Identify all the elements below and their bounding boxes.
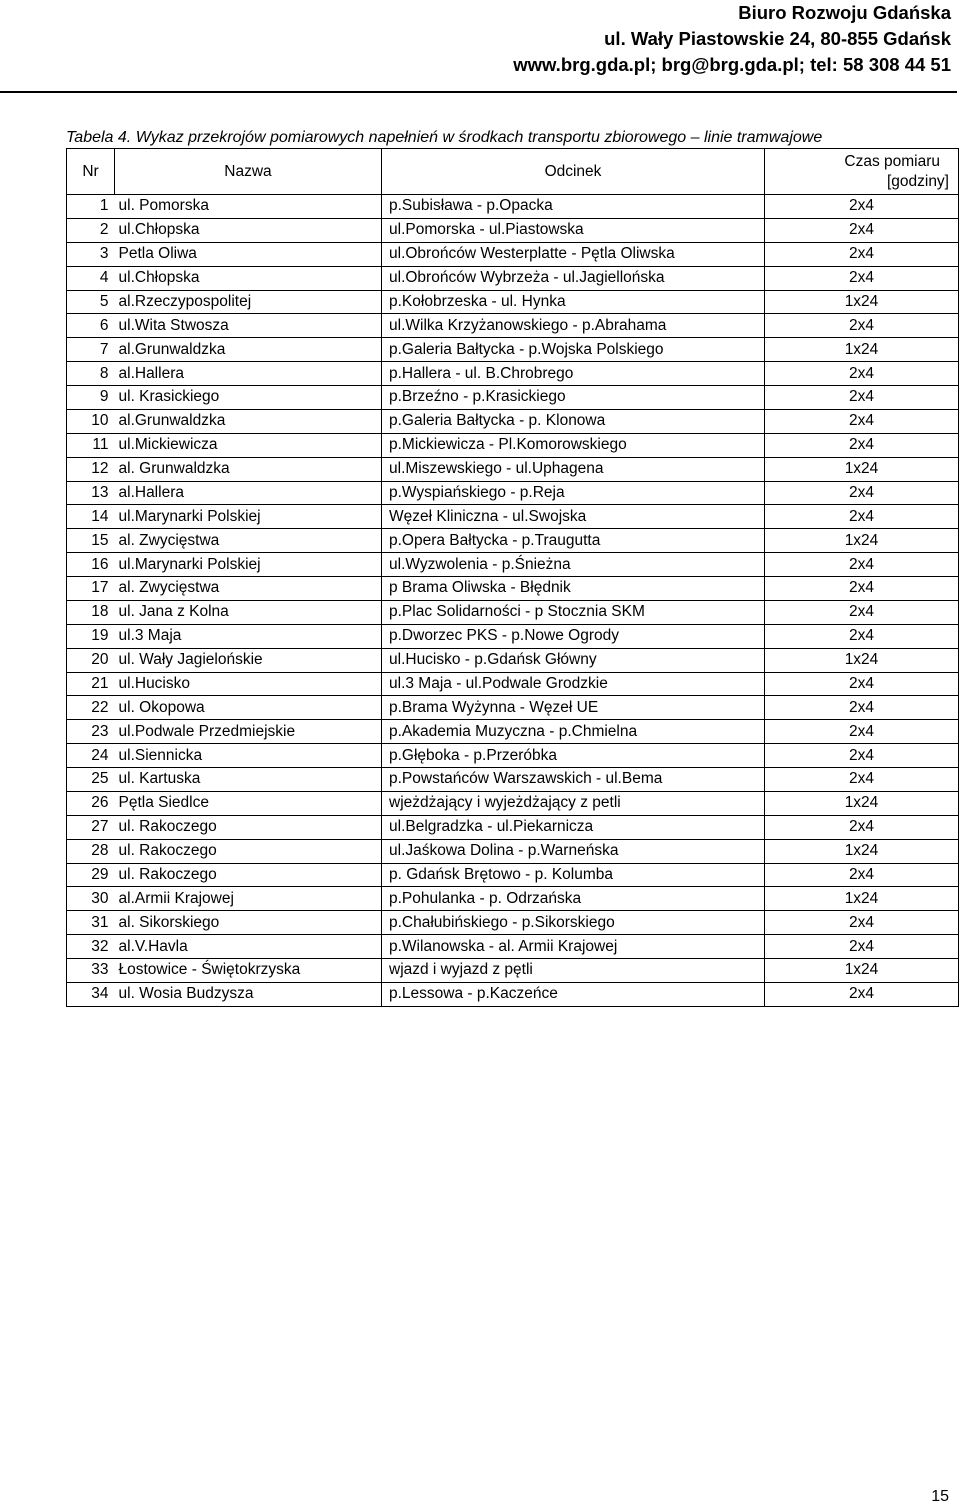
cell-time: 1x24 xyxy=(765,887,959,911)
header-divider xyxy=(0,91,957,93)
table-row xyxy=(67,911,959,935)
cell-name: ul.Podwale Przedmiejskie xyxy=(115,720,382,744)
page-number: 15 xyxy=(931,1488,949,1505)
cell-name: ul.Mickiewicza xyxy=(115,433,382,457)
table-row xyxy=(67,553,959,577)
cell-time: 2x4 xyxy=(765,195,959,219)
cell-name: ul. Pomorska xyxy=(115,195,382,219)
table-caption: Tabela 4. Wykaz przekrojów pomiarowych napełnień w środkach transportu zbiorowego – linie tramwajowe xyxy=(66,129,823,146)
cell-nr: 4 xyxy=(67,266,115,290)
table-row xyxy=(67,815,959,839)
column-header-time-line1: Czas pomiaru xyxy=(844,152,940,170)
cell-name: al.Hallera xyxy=(115,481,382,505)
cell-time: 2x4 xyxy=(765,982,959,1006)
cell-segment: p.Dworzec PKS - p.Nowe Ogrody xyxy=(382,624,765,648)
table-row xyxy=(67,195,959,219)
cell-nr: 23 xyxy=(67,720,115,744)
cell-segment: p.Wilanowska - al. Armii Krajowej xyxy=(382,935,765,959)
cell-name: al.Rzeczypospolitej xyxy=(115,290,382,314)
cell-time: 2x4 xyxy=(765,314,959,338)
table-row xyxy=(67,624,959,648)
cell-nr: 29 xyxy=(67,863,115,887)
cell-time: 2x4 xyxy=(765,720,959,744)
table-row xyxy=(67,887,959,911)
cell-segment: wjazd i wyjazd z pętli xyxy=(382,959,765,983)
cell-segment: p Brama Oliwska - Błędnik xyxy=(382,577,765,601)
cell-nr: 9 xyxy=(67,386,115,410)
cell-time: 2x4 xyxy=(765,577,959,601)
cell-time: 1x24 xyxy=(765,457,959,481)
cell-segment: ul.Wyzwolenia - p.Śnieżna xyxy=(382,553,765,577)
cell-segment: Węzeł Kliniczna - ul.Swojska xyxy=(382,505,765,529)
cell-name: ul.Chłopska xyxy=(115,266,382,290)
cell-nr: 13 xyxy=(67,481,115,505)
cell-name: ul.Hucisko xyxy=(115,672,382,696)
table-row xyxy=(67,266,959,290)
table-row xyxy=(67,935,959,959)
cell-segment: p.Chałubińskiego - p.Sikorskiego xyxy=(382,911,765,935)
cell-name: ul.Marynarki Polskiej xyxy=(115,553,382,577)
table-row xyxy=(67,338,959,362)
table-row xyxy=(67,648,959,672)
cell-segment: p.Głęboka - p.Przeróbka xyxy=(382,744,765,768)
cell-time: 2x4 xyxy=(765,266,959,290)
table-row xyxy=(67,242,959,266)
cell-time: 2x4 xyxy=(765,672,959,696)
cell-time: 2x4 xyxy=(765,696,959,720)
cell-segment: p.Brama Wyżynna - Węzeł UE xyxy=(382,696,765,720)
cell-time: 2x4 xyxy=(765,768,959,792)
cell-nr: 34 xyxy=(67,982,115,1006)
table-row xyxy=(67,744,959,768)
cell-nr: 3 xyxy=(67,242,115,266)
table-row xyxy=(67,768,959,792)
cell-nr: 16 xyxy=(67,553,115,577)
cell-segment: p.Pohulanka - p. Odrzańska xyxy=(382,887,765,911)
cell-segment: p.Opera Bałtycka - p.Traugutta xyxy=(382,529,765,553)
cell-segment: p.Subisława - p.Opacka xyxy=(382,195,765,219)
cell-time: 1x24 xyxy=(765,338,959,362)
column-header-name: Nazwa xyxy=(115,149,382,195)
table-row xyxy=(67,672,959,696)
cell-time: 1x24 xyxy=(765,529,959,553)
cell-nr: 1 xyxy=(67,195,115,219)
cell-time: 2x4 xyxy=(765,553,959,577)
cell-nr: 15 xyxy=(67,529,115,553)
column-header-time xyxy=(765,149,959,195)
cell-segment: ul.3 Maja - ul.Podwale Grodzkie xyxy=(382,672,765,696)
cell-nr: 32 xyxy=(67,935,115,959)
cell-time: 1x24 xyxy=(765,290,959,314)
cell-nr: 33 xyxy=(67,959,115,983)
cell-nr: 6 xyxy=(67,314,115,338)
cell-name: al. Zwycięstwa xyxy=(115,577,382,601)
cell-nr: 10 xyxy=(67,409,115,433)
cell-time: 2x4 xyxy=(765,386,959,410)
cell-segment: p.Akademia Muzyczna - p.Chmielna xyxy=(382,720,765,744)
cell-name: ul.Marynarki Polskiej xyxy=(115,505,382,529)
org-name: Biuro Rozwoju Gdańska xyxy=(738,2,951,23)
org-address: ul. Wały Piastowskie 24, 80-855 Gdańsk xyxy=(604,28,951,49)
cell-nr: 18 xyxy=(67,600,115,624)
cell-time: 2x4 xyxy=(765,505,959,529)
cell-segment: ul.Wilka Krzyżanowskiego - p.Abrahama xyxy=(382,314,765,338)
table-header-row xyxy=(67,149,959,195)
column-header-segment: Odcinek xyxy=(382,149,765,195)
cell-segment: p.Galeria Bałtycka - p. Klonowa xyxy=(382,409,765,433)
column-header-time-line2: [godziny] xyxy=(886,172,949,190)
cell-name: al.V.Havla xyxy=(115,935,382,959)
cell-segment: p.Brzeźno - p.Krasickiego xyxy=(382,386,765,410)
cell-time: 1x24 xyxy=(765,648,959,672)
table-row xyxy=(67,218,959,242)
cell-name: ul. Kartuska xyxy=(115,768,382,792)
cell-name: ul. Jana z Kolna xyxy=(115,600,382,624)
cell-time: 2x4 xyxy=(765,481,959,505)
table-body xyxy=(67,195,959,1007)
cell-nr: 30 xyxy=(67,887,115,911)
cell-name: ul. Okopowa xyxy=(115,696,382,720)
cell-segment: p.Wyspiańskiego - p.Reja xyxy=(382,481,765,505)
table-row xyxy=(67,839,959,863)
table-row xyxy=(67,577,959,601)
cell-time: 1x24 xyxy=(765,959,959,983)
cell-nr: 12 xyxy=(67,457,115,481)
cell-time: 2x4 xyxy=(765,218,959,242)
cell-nr: 20 xyxy=(67,648,115,672)
cell-time: 2x4 xyxy=(765,600,959,624)
cell-name: ul. Wosia Budzysza xyxy=(115,982,382,1006)
cell-time: 2x4 xyxy=(765,935,959,959)
cell-nr: 24 xyxy=(67,744,115,768)
cell-segment: p.Lessowa - p.Kaczeńce xyxy=(382,982,765,1006)
table-row xyxy=(67,696,959,720)
table-row xyxy=(67,409,959,433)
cell-nr: 19 xyxy=(67,624,115,648)
cell-time: 2x4 xyxy=(765,242,959,266)
cell-name: al. Grunwaldzka xyxy=(115,457,382,481)
cell-segment: ul.Miszewskiego - ul.Uphagena xyxy=(382,457,765,481)
cell-name: ul.Siennicka xyxy=(115,744,382,768)
cell-nr: 8 xyxy=(67,362,115,386)
cell-name: Petla Oliwa xyxy=(115,242,382,266)
cell-segment: p.Mickiewicza - Pl.Komorowskiego xyxy=(382,433,765,457)
cell-name: ul. Rakoczego xyxy=(115,815,382,839)
table-row xyxy=(67,959,959,983)
cell-time: 2x4 xyxy=(765,409,959,433)
table-row xyxy=(67,982,959,1006)
cell-name: ul. Krasickiego xyxy=(115,386,382,410)
cell-segment: ul.Jaśkowa Dolina - p.Warneńska xyxy=(382,839,765,863)
cell-segment: ul.Hucisko - p.Gdańsk Główny xyxy=(382,648,765,672)
cell-nr: 31 xyxy=(67,911,115,935)
org-contact: www.brg.gda.pl; brg@brg.gda.pl; tel: 58 308 44 51 xyxy=(513,54,951,75)
cell-name: al.Grunwaldzka xyxy=(115,338,382,362)
cell-segment: ul.Obrońców Wybrzeża - ul.Jagiellońska xyxy=(382,266,765,290)
table-row xyxy=(67,863,959,887)
cell-name: al. Zwycięstwa xyxy=(115,529,382,553)
table-row xyxy=(67,481,959,505)
cell-time: 2x4 xyxy=(765,624,959,648)
table-row xyxy=(67,433,959,457)
cell-segment: p.Galeria Bałtycka - p.Wojska Polskiego xyxy=(382,338,765,362)
column-header-nr: Nr xyxy=(67,149,115,195)
cell-time: 1x24 xyxy=(765,839,959,863)
cell-segment: p.Powstańców Warszawskich - ul.Bema xyxy=(382,768,765,792)
cell-nr: 28 xyxy=(67,839,115,863)
cell-time: 2x4 xyxy=(765,744,959,768)
cell-segment: ul.Pomorska - ul.Piastowska xyxy=(382,218,765,242)
cell-name: al. Sikorskiego xyxy=(115,911,382,935)
cell-name: Pętla Siedlce xyxy=(115,791,382,815)
cell-name: al.Grunwaldzka xyxy=(115,409,382,433)
cell-segment: ul.Belgradzka - ul.Piekarnicza xyxy=(382,815,765,839)
cell-time: 2x4 xyxy=(765,911,959,935)
cell-name: ul.Chłopska xyxy=(115,218,382,242)
cell-time: 2x4 xyxy=(765,863,959,887)
cell-name: ul. Rakoczego xyxy=(115,839,382,863)
organization-header xyxy=(513,0,951,78)
cell-nr: 2 xyxy=(67,218,115,242)
cell-nr: 14 xyxy=(67,505,115,529)
cell-nr: 17 xyxy=(67,577,115,601)
cell-name: ul. Wały Jagielońskie xyxy=(115,648,382,672)
measurement-sections-table xyxy=(66,148,959,1007)
cell-nr: 11 xyxy=(67,433,115,457)
table-row xyxy=(67,791,959,815)
cell-segment: p.Kołobrzeska - ul. Hynka xyxy=(382,290,765,314)
table-row xyxy=(67,290,959,314)
cell-time: 2x4 xyxy=(765,815,959,839)
cell-name: al.Hallera xyxy=(115,362,382,386)
cell-nr: 22 xyxy=(67,696,115,720)
cell-time: 2x4 xyxy=(765,362,959,386)
cell-name: ul.Wita Stwosza xyxy=(115,314,382,338)
table-row xyxy=(67,505,959,529)
cell-segment: p. Gdańsk Brętowo - p. Kolumba xyxy=(382,863,765,887)
cell-name: al.Armii Krajowej xyxy=(115,887,382,911)
cell-nr: 27 xyxy=(67,815,115,839)
table-row xyxy=(67,386,959,410)
cell-nr: 25 xyxy=(67,768,115,792)
cell-time: 2x4 xyxy=(765,433,959,457)
table-row xyxy=(67,720,959,744)
cell-segment: ul.Obrońców Westerplatte - Pętla Oliwska xyxy=(382,242,765,266)
cell-nr: 21 xyxy=(67,672,115,696)
table-row xyxy=(67,600,959,624)
cell-segment: wjeżdżający i wyjeżdżający z petli xyxy=(382,791,765,815)
cell-name: ul. Rakoczego xyxy=(115,863,382,887)
cell-time: 1x24 xyxy=(765,791,959,815)
cell-name: ul.3 Maja xyxy=(115,624,382,648)
cell-nr: 5 xyxy=(67,290,115,314)
table-row xyxy=(67,529,959,553)
cell-nr: 26 xyxy=(67,791,115,815)
table-row xyxy=(67,314,959,338)
table-row xyxy=(67,457,959,481)
cell-name: Łostowice - Świętokrzyska xyxy=(115,959,382,983)
table-row xyxy=(67,362,959,386)
cell-segment: p.Plac Solidarności - p Stocznia SKM xyxy=(382,600,765,624)
cell-nr: 7 xyxy=(67,338,115,362)
cell-segment: p.Hallera - ul. B.Chrobrego xyxy=(382,362,765,386)
